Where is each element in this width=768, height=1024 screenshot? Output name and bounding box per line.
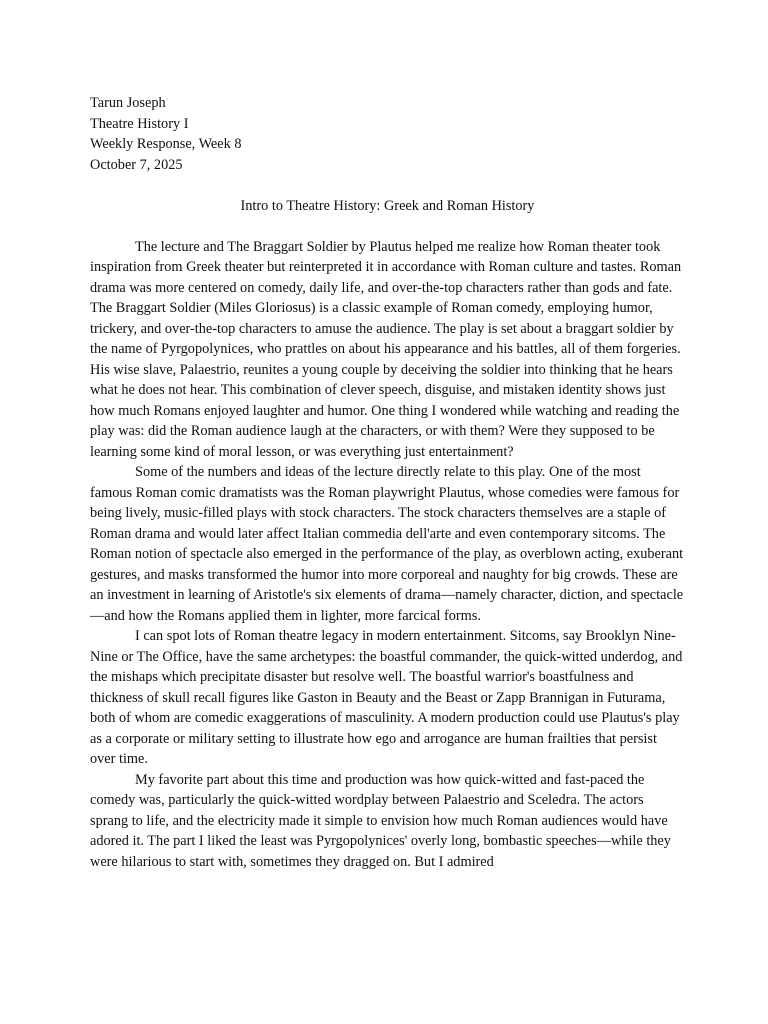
body-paragraph: The lecture and The Braggart Soldier by Plautus helped me realize how Roman theater took inspiration from Greek theater but reinterpreted it in accordance with Roman culture and tastes. Roman drama was more centered on comedy, daily life, and over-the-top characters rather than gods and fate. The Braggart Soldier (Miles Gloriosus) is a classic example of Roman comedy, employing humor, trickery, and over-the-top characters to amuse the audience. The play is set about a braggart soldier by the name of Pyrgopolynices, who prattles on about his appearance and his battles, all of them forgeries. His wise slave, Palaestrio, reunites a young couple by deceiving the soldier into thinking that he hears what he does not hear. This combination of clever speech, disguise, and mistaken identity shows just how much Romans enjoyed laughter and humor. One thing I wondered while watching and reading the play was: did the Roman audience laugh at the characters, or with them? Were they supposed to be learning some kind of moral lesson, or was everything just entertainment?	[90, 238, 682, 460]
body-paragraph: Some of the numbers and ideas of the lecture directly relate to this play. One of the most famous Roman comic dramatists was the Roman playwright Plautus, whose comedies were famous for being lively, music-filled plays with stock characters. The stock characters themselves are a staple of Roman drama and would later affect Italian commedia dell'arte and even contemporary sitcoms. The Roman notion of spectacle also emerged in the performance of the play, as overblown acting, exuberant gestures, and masks transformed the humor into more corporeal and naughty for big crowds. These are an investment in learning of Aristotle's six elements of drama—namely character, diction, and spectacle—and how the Romans applied them in lighter, more farcical forms.	[90, 464, 684, 624]
document-title: Intro to Theatre History: Greek and Roman History	[240, 197, 535, 214]
assignment-name: Weekly Response, Week 8	[90, 136, 242, 152]
document-page	[90, 93, 685, 872]
body-paragraph: My favorite part about this time and production was how quick-witted and fast-paced the comedy was, particularly the quick-witted wordplay between Palaestrio and Sceledra. The actors sprang to life, and the electricity made it simple to envision how much Roman audiences would have adored it. The part I liked the least was Pyrgopolynices' overly long, bombastic speeches—while they were hilarious to start with, sometimes they dragged on. But I admired	[90, 771, 671, 870]
course-name: Theatre History I	[90, 115, 189, 132]
author-name: Tarun Joseph	[90, 95, 166, 111]
body-paragraph: I can spot lots of Roman theatre legacy in modern entertainment. Sitcoms, say Brooklyn Nine-Nine or The Office, have the same archetypes: the boastful commander, the quick-witted underdog, and the mishaps which precipitate disaster but resolve well. The boastful warrior's boastfulness and thickness of skull recall figures like Gaston in Beauty and the Beast or Zapp Brannigan in Futurama, both of whom are comedic exaggerations of masculinity. A modern production could use Plautus's play as a corporate or military setting to illustrate how ego and arrogance are human frailties that persist over time.	[90, 628, 683, 767]
document-date: October 7, 2025	[90, 156, 183, 173]
